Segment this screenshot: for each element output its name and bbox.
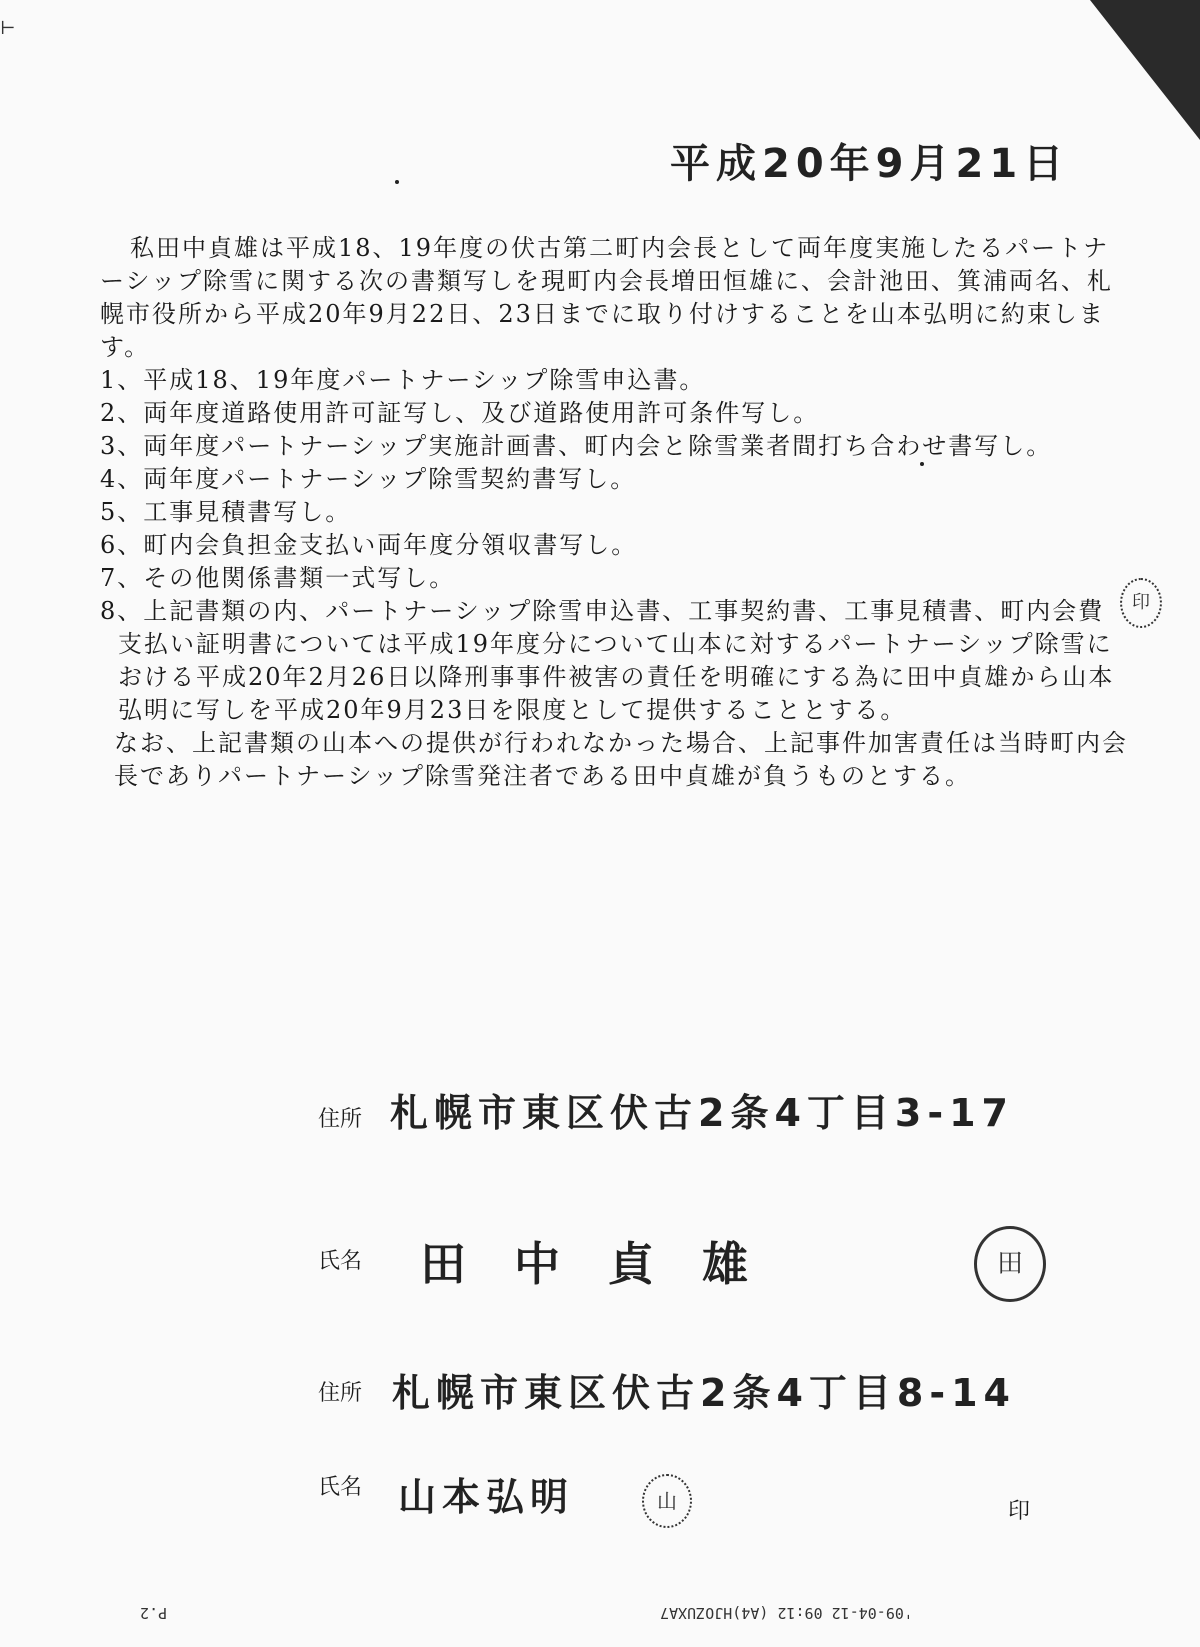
side-seal: 印: [1120, 578, 1162, 628]
name-value-2: 山本弘明: [398, 1475, 575, 1519]
list-item: 6、町内会負担金支払い両年度分領収書写し。: [100, 531, 638, 559]
folded-corner: [1090, 0, 1200, 140]
fax-header-text: '09-04-12 09:12 (A4)HJOZUXA7: [660, 1604, 913, 1622]
inkan-mark: 印: [1008, 1499, 1031, 1524]
intro-paragraph: 私田中貞雄は平成18、19年度の伏古第二町内会長として両年度実施したるパートナーシップ除雪に関する次の書類写しを現町内会長増田恒雄に、会計池田、箕浦両名、札幌市役所から平成20年9月22日、23日までに取り付けすることを山本弘明に約束します。: [100, 234, 1114, 361]
agreement-body: [100, 232, 1130, 793]
note-paragraph: なお、上記書類の山本への提供が行われなかった場合、上記事件加害責任は当時町内会長でありパートナーシップ除雪発注者である田中貞雄が負うものとする。: [114, 729, 1128, 790]
address-label-1: 住所: [318, 1107, 363, 1132]
speck: [395, 180, 399, 184]
name-seal-2: 山: [642, 1474, 692, 1528]
address-value-1: 札幌市東区伏古2条4丁目3-17: [390, 1091, 1014, 1135]
speck: [920, 462, 924, 466]
name-label-2: 氏名: [318, 1475, 363, 1500]
list-item: 3、両年度パートナーシップ実施計画書、町内会と除雪業者間打ち合わせ書写し。: [100, 432, 1053, 460]
fax-header: [660, 1604, 913, 1622]
list-item: 7、その他関係書類一式写し。: [100, 564, 456, 592]
list-item: 4、両年度パートナーシップ除雪契約書写し。: [100, 465, 637, 493]
page-number: [140, 1604, 167, 1622]
binding-mark: ⊢: [0, 18, 16, 39]
name-label-1: 氏名: [318, 1249, 363, 1274]
list-item: 5、工事見積書写し。: [100, 498, 352, 526]
page-number-text: P.2: [140, 1604, 168, 1622]
handwritten-date: 平成20年9月21日: [670, 141, 1070, 187]
list-item-8: 8、上記書類の内、パートナーシップ除雪申込書、工事契約書、工事見積書、町内会費支払い証明書については平成19年度分について山本に対するパートナーシップ除雪における平成20年2月26日以降刑事事件被害の責任を明確にする為に田中貞雄から山本弘明に写しを平成20年9月23日を限度として提供することとする。: [100, 597, 1115, 724]
address-value-2: 札幌市東区伏古2条4丁目8-14: [392, 1371, 1016, 1415]
name-seal-1: 田: [974, 1226, 1046, 1302]
list-item: 2、両年度道路使用許可証写し、及び道路使用許可条件写し。: [100, 399, 820, 427]
address-label-2: 住所: [318, 1381, 363, 1406]
list-item: 1、平成18、19年度パートナーシップ除雪申込書。: [100, 366, 706, 394]
name-value-1: 田中貞雄: [420, 1237, 796, 1291]
